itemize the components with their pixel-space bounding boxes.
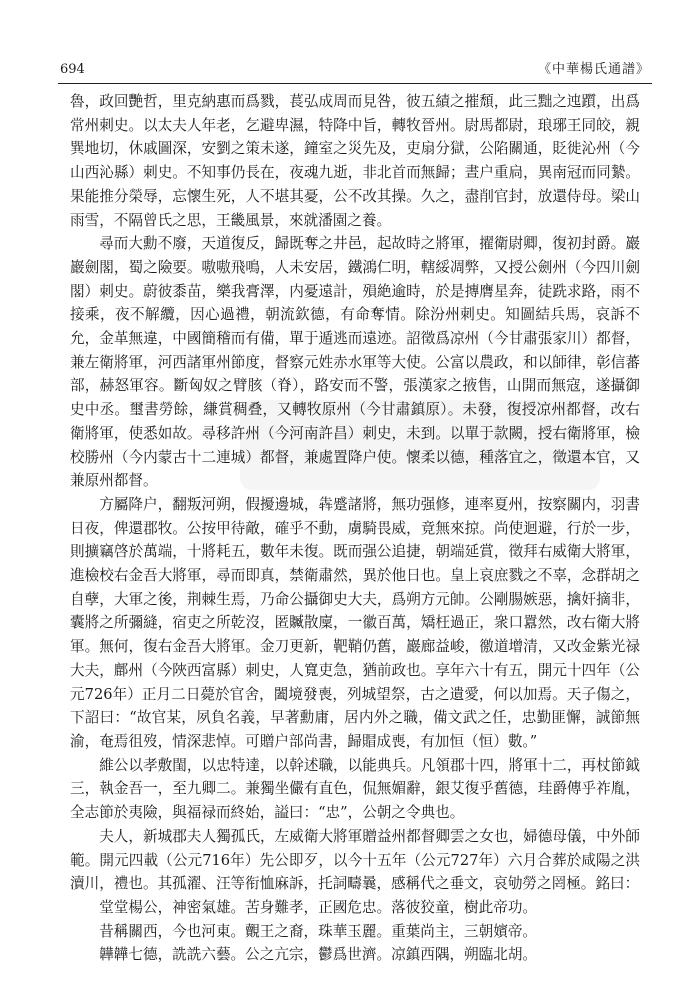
paragraph-5: 夫人，新城郡夫人獨孤氏，左威衛大將軍贈益州都督卿雲之女也，婦德母儀，中外師範。開元四載（公元716年）先公即歹，以今十五年（公元727年）六月合葬於咸陽之洪瀆川，禮也。其孤濯、汪等衔恤麻訴，托詞疇曩，感稱代之垂文，哀劬勞之罔極。銘曰： xyxy=(70,827,640,893)
page-number: 694 xyxy=(60,62,85,77)
running-title: 《中華楊氏通譜》 xyxy=(537,62,650,77)
inscription-line-1: 堂堂楊公，神密氣雄。苦身難孝，正國危忠。落彼狡童，樹此帝功。 xyxy=(99,898,538,916)
paragraph-2: 尋而大勳不廢，天道復反，歸既奪之井邑，起故時之將軍，擢衛尉卿，復初封爵。巖巖劍閣，蜀之險要。嗷嗷飛鳴，人未安居，鐵鴻仁明，轄綏凋弊，又授公劍州（今四川劍閣）刺史。蔚彼黍苗，樂我膏澤，内憂遠計，殞絶逾時，於是摶膺星奔，徒跣求路，雨不接乘，夜不解纜，因心過禮，朝流欽德，有命奪情。除汾州刺史。知圖結兵馬，哀訴不允，金革無違，中國簡稽而有備，單于遁逃而遠迹。詔徵爲凉州（今甘肅張家川）都督，兼左衛將軍，河西諸軍州節度，督察元姓赤水軍等大使。公富以農政，和以師律，彰信蕃部，赫怒軍容。斷匈奴之臂胲（脊），路安而不警，張漢家之掖售，山開而無寇，遂攝御史中丞。璽書勞餘，縑賞稠叠，又轉牧原州（今甘肅鎮原）。未發，復授凉州都督，改右衛將軍，使悉如故。尋移許州（今河南許昌）刺史，未到。以單于款闕，授右衛將軍，檢校勝州（今内蒙古十二連城）都督，兼處置降户使。懷柔以德，種落宜之，徵還本官，又兼原州都督。 xyxy=(70,235,640,490)
inscription-line-2: 昔稱關西，今也河東。覿王之裔，珠華玉麗。重葉尚主，三朝嬪帝。 xyxy=(99,922,538,940)
paragraph-1: 魯，政回艷哲，里克納惠而爲戮，萇弘成周而見咎，彼五績之摧頹，此三黜之迍躓，出爲常州刺史。以太夫人年老，乞避卑濕，特降中旨，轉牧晉州。尉馬都尉，琅琊王同皎，親巽地切，休戚圖深，安劉之策未遂，鐘室之災先及，吏扇分獄，公陷關通，貶徙沁州（今山西沁縣）刺史。不知事仍長在，夜魂九逝，非北首而無歸；晝户重扃，異南冠而同縶。果能推分榮辱，忘懷生死，人不堪其憂，公不改其操。久之，盡削官封，放還侍母。梁山雨雪，不隔曾氏之思，王畿風景，來就潘園之養。 xyxy=(70,93,640,229)
page-header xyxy=(60,60,650,82)
paragraph-3: 方屬降户，翻叛河朔，假擾邊城，犇蹙諸將，無功强修，連率夏州，按察關内，羽書日夜，俾還郡牧。公按甲待敵，確乎不動，虜騎畏威，竟無來掠。尚使迴避，行於一步，則擴竊啓於萬端，十將耗五，數年未復。既而强公追捷，朝端延賞，徵拜右威衛大將軍，進檢校右金吾大將軍，尋而即真，禁衛肅然，異於他日也。皇上哀庶戮之不辜，念群胡之自孽，大軍之後，荆棘生焉，乃命公攝御史大夫，爲朔方元帥。公剛腸嫉惡，擒奸摘非，囊將之所彌縫，宿吏之所乾沒，匿贓散廩，一徽百萬，矯枉過正，衆口囂然，改右衛大將軍。無何，復右金吾大將軍。金刀更新，靶鞘仍舊，巖廊益峻，徼道增清，又改金紫光禄大夫，鄜州（今陜西富縣）刺史，人寬吏急，猶前政也。享年六十有五，開元十四年（公元726年）正月二日薨於官舍，闔境發喪，列城望祭，古之遺愛，何以加焉。天子傷之，下詔曰：“故官某，夙負名義，早著勳庸，居内外之職，備文武之任，忠勤匪懈，誠節無渝，奄焉徂歿，情深悲悼。可贈户部尚書，歸賵成喪，有加恒（恒）數。” xyxy=(70,495,640,750)
paragraph-4: 維公以孝敷閨，以忠特達，以幹述職，以能典兵。凡領郡十四，將軍十二，再杖節鉞三，執金吾一，至九卿二。兼獨坐儼有直色，侃無媚辭，銀艾復乎舊德，珪爵傳乎祚胤，全志節於夷險，與福禄而終始，謚曰：“忠”，公朝之令典也。 xyxy=(70,756,640,822)
inscription-line-3: 韡韡七德，詵詵六藝。公之亢宗，鬱爲世濟。凉鎮西隅，朔臨北胡。 xyxy=(99,946,538,964)
body-text xyxy=(70,90,640,967)
header-rule xyxy=(58,83,652,84)
